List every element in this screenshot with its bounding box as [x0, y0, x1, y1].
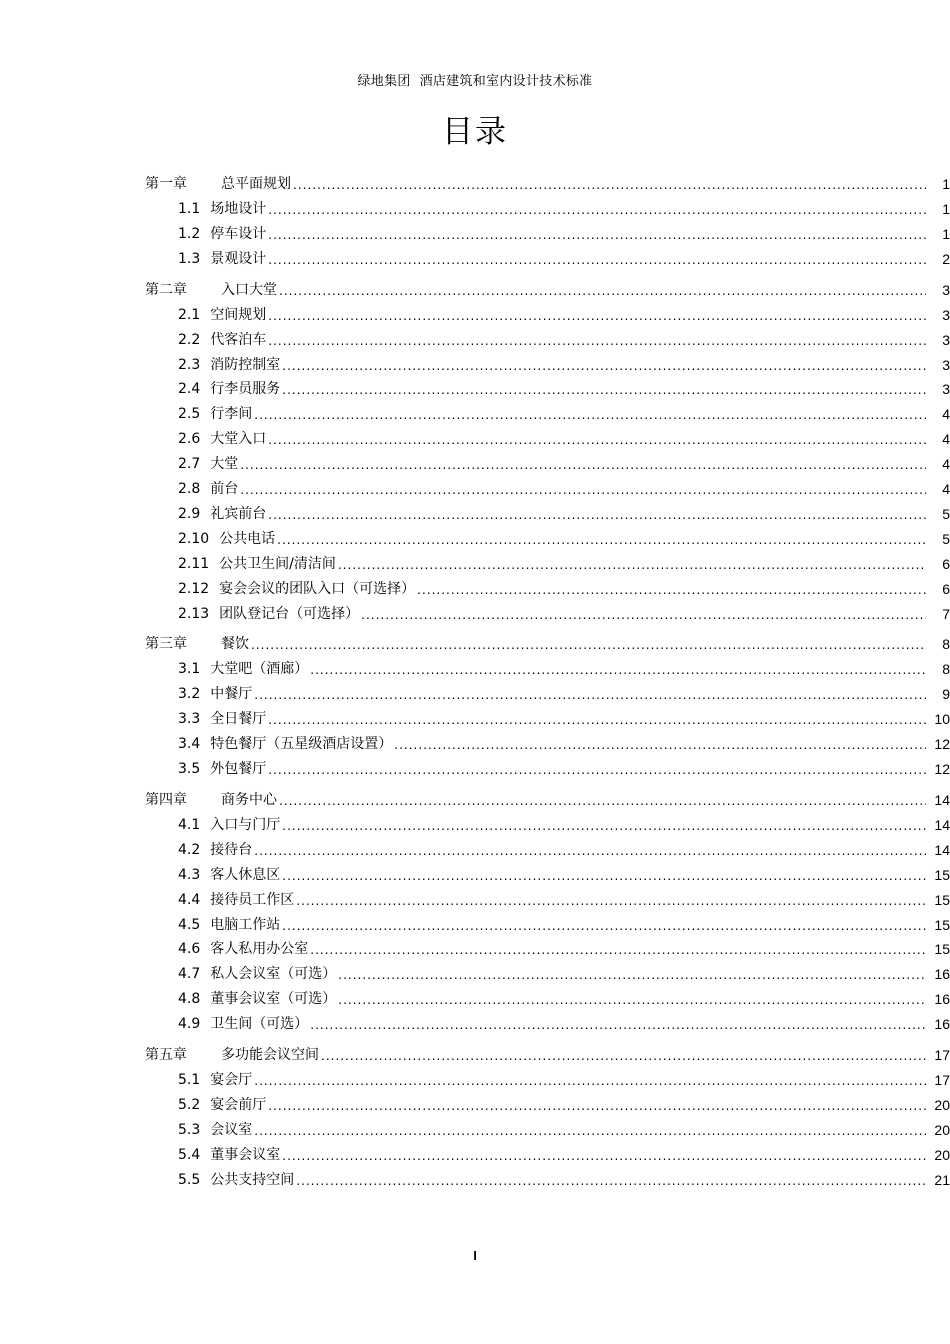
toc-entry-page: 6: [942, 580, 950, 597]
toc-entry-label: 代客泊车: [210, 331, 267, 348]
toc-section-entry[interactable]: [0, 196, 950, 218]
toc-entry-number: 4.3: [178, 866, 201, 883]
toc-dot-leader: [254, 843, 926, 859]
toc-entry-page: 4: [942, 431, 950, 448]
toc-entry-page: 10: [934, 711, 950, 728]
toc-section-entry[interactable]: [0, 426, 950, 448]
toc-entry-label: 会议室: [210, 1121, 253, 1138]
toc-chapter-entry[interactable]: [0, 631, 950, 653]
toc-entry-number: 5.3: [178, 1121, 201, 1138]
toc-entry-page: 15: [934, 866, 950, 883]
toc-dot-leader: [282, 818, 926, 834]
toc-entry-page: 21: [934, 1171, 950, 1188]
toc-entry-number: 第五章: [145, 1047, 187, 1063]
toc-dot-leader: [361, 607, 926, 623]
toc-entry-label: 商务中心: [221, 791, 277, 808]
toc-dot-leader: [293, 177, 926, 193]
toc-entry-page: 8: [942, 661, 950, 678]
toc-entry-label: 大堂吧（酒廊）: [210, 661, 309, 678]
toc-entry-number: 2.4: [178, 381, 201, 398]
toc-chapter-entry[interactable]: [0, 171, 950, 193]
toc-entry-number: 2.2: [178, 331, 201, 348]
toc-entry-page: 3: [942, 356, 950, 373]
toc-entry-number: 2.11: [178, 555, 210, 572]
toc-entry-page: 12: [934, 761, 950, 777]
toc-entry-page: 2: [942, 250, 950, 267]
toc-section-entry[interactable]: [0, 352, 950, 374]
toc-section-entry[interactable]: [0, 887, 950, 909]
toc-entry-page: 4: [942, 456, 950, 473]
toc-section-entry[interactable]: [0, 706, 950, 728]
toc-section-entry[interactable]: [0, 681, 950, 703]
toc-entry-number: 1.3: [178, 250, 201, 267]
toc-chapter-entry[interactable]: [0, 277, 950, 299]
toc-section-entry[interactable]: [0, 837, 950, 859]
toc-entry-page: 20: [934, 1146, 950, 1163]
toc-entry-page: 14: [934, 791, 950, 808]
toc-section-entry[interactable]: [0, 961, 950, 983]
toc-dot-leader: [338, 557, 926, 573]
toc-dot-leader: [417, 582, 926, 598]
toc-entry-label: 景观设计: [210, 250, 267, 267]
toc-entry-page: 3: [942, 281, 950, 298]
toc-dot-leader: [240, 457, 926, 473]
toc-dot-leader: [268, 202, 926, 218]
toc-section-entry[interactable]: [0, 601, 950, 623]
toc-entry-number: 第二章: [145, 281, 187, 298]
toc-entry-label: 礼宾前台: [210, 505, 267, 522]
toc-dot-leader: [240, 482, 926, 498]
toc-section-entry[interactable]: [0, 1067, 950, 1089]
toc-entry-page: 3: [942, 306, 950, 323]
toc-entry-label: 宴会厅: [210, 1072, 253, 1088]
toc-entry-number: 2.9: [178, 505, 201, 522]
toc-section-entry[interactable]: [0, 936, 950, 958]
toc-entry-page: 4: [942, 481, 950, 497]
toc-dot-leader: [268, 432, 926, 448]
toc-entry-number: 5.1: [178, 1072, 201, 1088]
toc-dot-leader: [282, 1148, 926, 1164]
toc-dot-leader: [254, 687, 926, 703]
toc-section-entry[interactable]: [0, 476, 950, 498]
toc-entry-number: 4.6: [178, 941, 201, 958]
toc-entry-label: 董事会议室（可选）: [210, 991, 337, 1008]
toc-section-entry[interactable]: [0, 812, 950, 834]
toc-entry-page: 16: [934, 966, 950, 983]
toc-entry-page: 14: [934, 816, 950, 833]
toc-entry-label: 前台: [210, 481, 239, 497]
toc-entry-label: 行李员服务: [210, 381, 281, 398]
toc-entry-label: 中餐厅: [210, 686, 253, 703]
toc-section-entry[interactable]: [0, 656, 950, 678]
toc-entry-label: 公共电话: [219, 530, 276, 547]
toc-entry-page: 3: [942, 331, 950, 348]
toc-entry-page: 7: [942, 605, 950, 622]
toc-entry-page: 6: [942, 555, 950, 572]
toc-dot-leader: [282, 868, 926, 884]
toc-section-entry[interactable]: [0, 756, 950, 778]
toc-entry-number: 5.2: [178, 1096, 201, 1113]
toc-entry-label: 宴会前厅: [210, 1096, 267, 1113]
toc-chapter-entry[interactable]: [0, 1042, 950, 1064]
toc-entry-number: 3.4: [178, 736, 201, 753]
toc-entry-label: 客人私用办公室: [210, 941, 309, 958]
toc-section-entry[interactable]: [0, 1167, 950, 1189]
toc-entry-number: 2.7: [178, 456, 201, 473]
toc-entry-page: 1: [942, 201, 950, 217]
toc-entry-number: 4.1: [178, 816, 201, 833]
toc-entry-page: 15: [934, 891, 950, 908]
toc-entry-label: 多功能会议空间: [221, 1047, 319, 1063]
toc-dot-leader: [268, 507, 926, 523]
page-title: 目录: [442, 114, 508, 150]
toc-entry-page: 5: [942, 530, 950, 547]
toc-entry-page: 17: [934, 1047, 950, 1063]
toc-entry-label: 公共支持空间: [210, 1171, 295, 1188]
toc-entry-label: 全日餐厅: [210, 711, 267, 728]
toc-entry-number: 2.1: [178, 306, 201, 323]
toc-entry-number: 2.3: [178, 356, 201, 373]
toc-dot-leader: [310, 1017, 926, 1033]
toc-dot-leader: [296, 1173, 926, 1189]
toc-entry-page: 1: [942, 176, 950, 192]
toc-dot-leader: [251, 637, 926, 653]
toc-entry-label: 卫生间（可选）: [210, 1016, 309, 1033]
toc-entry-number: 4.9: [178, 1016, 201, 1033]
running-header: [0, 70, 950, 89]
toc-entry-label: 总平面规划: [221, 176, 291, 192]
toc-section-entry[interactable]: [0, 576, 950, 598]
page-number: I: [473, 1248, 477, 1263]
toc-entry-label: 客人休息区: [210, 866, 281, 883]
toc-section-entry[interactable]: [0, 376, 950, 398]
toc-section-entry[interactable]: [0, 526, 950, 548]
toc-dot-leader: [394, 737, 926, 753]
toc-section-entry[interactable]: [0, 912, 950, 934]
toc-entry-page: 16: [934, 1016, 950, 1033]
toc-entry-number: 1.2: [178, 225, 201, 242]
toc-entry-label: 私人会议室（可选）: [210, 966, 337, 983]
toc-entry-label: 消防控制室: [210, 356, 281, 373]
toc-entry-number: 3.3: [178, 711, 201, 728]
toc-dot-leader: [321, 1048, 926, 1064]
toc-entry-label: 场地设计: [210, 201, 267, 217]
toc-entry-page: 15: [934, 916, 950, 933]
toc-entry-number: 1.1: [178, 201, 201, 217]
toc-dot-leader: [310, 942, 926, 958]
header-company: 绿地集团: [357, 74, 411, 89]
toc-entry-page: 3: [942, 381, 950, 398]
toc-dot-leader: [282, 382, 926, 398]
toc-entry-number: 4.4: [178, 891, 201, 908]
toc-entry-number: 3.1: [178, 661, 201, 678]
toc-entry-label: 特色餐厅（五星级酒店设置）: [210, 736, 393, 753]
toc-entry-label: 接待员工作区: [210, 891, 295, 908]
toc-section-entry[interactable]: [0, 401, 950, 423]
toc-dot-leader: [268, 762, 926, 778]
toc-section-entry[interactable]: [0, 1142, 950, 1164]
toc-entry-page: 17: [934, 1072, 950, 1088]
toc-entry-label: 空间规划: [210, 306, 267, 323]
toc-dot-leader: [254, 407, 926, 423]
toc-dot-leader: [268, 227, 926, 243]
toc-section-entry[interactable]: [0, 986, 950, 1008]
toc-dot-leader: [277, 532, 926, 548]
toc-entry-page: 9: [942, 686, 950, 703]
toc-entry-number: 3.5: [178, 761, 201, 777]
toc-entry-page: 20: [934, 1121, 950, 1138]
toc-dot-leader: [279, 283, 926, 299]
toc-entry-number: 4.5: [178, 916, 201, 933]
toc-entry-label: 董事会议室: [210, 1146, 281, 1163]
toc-entry-page: 15: [934, 941, 950, 958]
toc-entry-number: 5.5: [178, 1171, 201, 1188]
toc-section-entry[interactable]: [0, 1011, 950, 1033]
toc-dot-leader: [310, 662, 926, 678]
toc-dot-leader: [282, 358, 926, 374]
toc-entry-number: 4.8: [178, 991, 201, 1008]
toc-entry-number: 2.5: [178, 406, 201, 423]
header-doc-title: 酒店建筑和室内设计技术标准: [419, 74, 593, 89]
toc-dot-leader: [254, 1073, 926, 1089]
toc-entry-label: 入口大堂: [221, 281, 277, 298]
toc-entry-label: 电脑工作站: [210, 916, 281, 933]
toc-entry-number: 3.2: [178, 686, 201, 703]
toc-dot-leader: [338, 967, 926, 983]
toc-entry-page: 20: [934, 1096, 950, 1113]
toc-section-entry[interactable]: [0, 246, 950, 268]
toc-entry-number: 2.12: [178, 580, 210, 597]
toc-dot-leader: [268, 308, 926, 324]
toc-entry-label: 接待台: [210, 841, 253, 858]
toc-entry-page: 8: [942, 636, 950, 653]
toc-entry-page: 12: [934, 736, 950, 753]
toc-entry-label: 入口与门厅: [210, 816, 281, 833]
toc-dot-leader: [296, 893, 926, 909]
toc-entry-label: 外包餐厅: [210, 761, 267, 777]
toc-entry-label: 大堂: [210, 456, 239, 473]
toc-entry-page: 5: [942, 505, 950, 522]
toc-entry-label: 停车设计: [210, 225, 267, 242]
toc-entry-label: 团队登记台（可选择）: [219, 605, 360, 622]
toc-dot-leader: [268, 252, 926, 268]
toc-section-entry[interactable]: [0, 501, 950, 523]
toc-entry-number: 第四章: [145, 791, 187, 808]
toc-entry-label: 大堂入口: [210, 431, 267, 448]
toc-entry-number: 2.10: [178, 530, 210, 547]
toc-dot-leader: [254, 1123, 926, 1139]
toc-entry-number: 4.7: [178, 966, 201, 983]
toc-entry-page: 16: [934, 991, 950, 1008]
toc-dot-leader: [268, 333, 926, 349]
toc-section-entry[interactable]: [0, 221, 950, 243]
toc-entry-number: 2.6: [178, 431, 201, 448]
toc-section-entry[interactable]: [0, 451, 950, 473]
toc-section-entry[interactable]: [0, 327, 950, 349]
toc-dot-leader: [268, 1098, 926, 1114]
toc-dot-leader: [268, 712, 926, 728]
toc-section-entry[interactable]: [0, 731, 950, 753]
toc-entry-page: 1: [942, 225, 950, 242]
toc-entry-label: 餐饮: [221, 636, 249, 653]
toc-entry-number: 2.13: [178, 605, 210, 622]
toc-section-entry[interactable]: [0, 302, 950, 324]
toc-entry-label: 公共卫生间/清洁间: [219, 555, 336, 572]
toc-section-entry[interactable]: [0, 551, 950, 573]
toc-section-entry[interactable]: [0, 1092, 950, 1114]
toc-entry-number: 第一章: [145, 176, 187, 192]
toc-section-entry[interactable]: [0, 1117, 950, 1139]
toc-entry-label: 行李间: [210, 406, 253, 423]
toc-entry-number: 2.8: [178, 481, 201, 497]
toc-entry-number: 5.4: [178, 1146, 201, 1163]
toc-chapter-entry[interactable]: [0, 787, 950, 809]
toc-entry-number: 第三章: [145, 636, 187, 653]
toc-entry-label: 宴会会议的团队入口（可选择）: [219, 580, 416, 597]
toc-entry-number: 4.2: [178, 841, 201, 858]
toc-entry-page: 14: [934, 841, 950, 858]
toc-entry-page: 4: [942, 406, 950, 423]
toc-dot-leader: [282, 918, 926, 934]
toc-dot-leader: [338, 992, 926, 1008]
toc-section-entry[interactable]: [0, 862, 950, 884]
toc-dot-leader: [279, 793, 926, 809]
